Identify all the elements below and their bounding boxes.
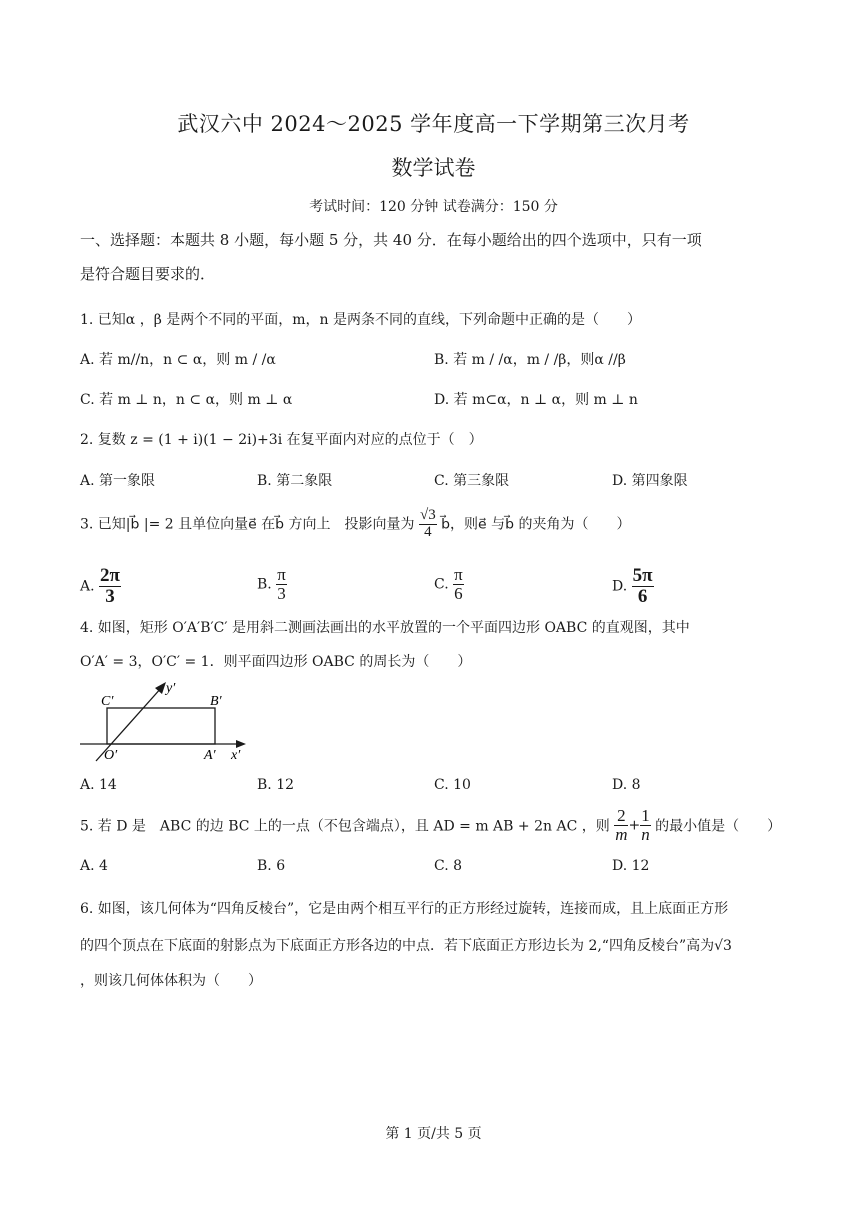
q3-a-num: 2π: [100, 565, 120, 586]
q3-d-num: 5π: [632, 565, 653, 586]
section1-intro-line1: 一、选择题：本题共 8 小题，每小题 5 分，共 40 分．在每小题给出的四个选项中，只有一项: [80, 231, 702, 249]
label-x: x′: [231, 748, 241, 763]
rectangle-oabc: [107, 708, 215, 744]
q2-option-d: D. 第四象限: [612, 473, 688, 489]
q3-stem-post: b⃗，则e⃗ 与b⃗ 的夹角为（ ）: [441, 516, 631, 533]
label-y: y′: [166, 681, 176, 696]
exam-subtitle: 数学试卷: [391, 156, 476, 180]
label-b: B′: [210, 694, 222, 709]
q4-option-b: B. 12: [257, 777, 295, 793]
q2-option-a: A. 第一象限: [80, 473, 156, 489]
q5-fraction-1: [614, 807, 628, 844]
q1-option-d: D. 若 m⊂α，n ⊥ α，则 m ⊥ n: [434, 392, 638, 408]
q4-stem-line2: O′A′ = 3，O′C′ = 1．则平面四边形 OABC 的周长为（ ）: [80, 654, 472, 670]
q3-option-a-fraction: [99, 566, 121, 607]
q3-frac-num: √3: [419, 507, 436, 523]
q5-fraction-2: [640, 807, 651, 844]
q3-option-d-label: D.: [612, 578, 628, 595]
q2-option-c: C. 第三象限: [434, 473, 510, 489]
q3-c-den: 6: [454, 583, 463, 603]
page-number: 第 1 页/共 5 页: [385, 1126, 482, 1142]
q4-option-c: C. 10: [434, 777, 471, 793]
q4-stem-line1: 4. 如图，矩形 O′A′B′C′ 是用斜二测画法画出的水平放置的一个平面四边形 OABC 的直观图，其中: [80, 620, 690, 636]
label-a: A′: [204, 748, 216, 763]
q3-projection-fraction: [419, 508, 437, 541]
q3-stem: [80, 508, 630, 541]
q5-f1-num: 2: [614, 807, 628, 826]
q5-option-b: B. 6: [257, 858, 286, 874]
q3-option-c-fraction: [453, 566, 464, 603]
exam-info: 考试时间：120 分钟 试卷满分：150 分: [309, 199, 558, 215]
q6-stem-line3: ，则该几何体体积为（ ）: [80, 973, 262, 989]
q3-option-d-fraction: [632, 566, 654, 607]
q5-plus: +: [628, 817, 641, 834]
q5-f2-den: n: [641, 824, 650, 844]
q5-option-d: D. 12: [612, 858, 650, 874]
q3-c-num: π: [454, 565, 463, 584]
q5-f2-num: 1: [641, 806, 650, 825]
x-axis-arrow: [236, 740, 246, 748]
q5-stem: [80, 807, 781, 844]
exam-title: 武汉六中 2024～2025 学年度高一下学期第三次月考: [177, 112, 690, 136]
q4-option-d: D. 8: [612, 777, 641, 793]
q3-option-b: [257, 566, 287, 603]
q5-stem-pre: 5. 若 D 是 ABC 的边 BC 上的一点（不包含端点），且 AD = m AB + 2n AC ，则: [80, 818, 610, 835]
q1-option-a: A. 若 m//n，n ⊂ α，则 m / /α: [80, 352, 276, 368]
q3-a-den: 3: [105, 585, 115, 607]
q6-stem-line2: 的四个顶点在下底面的射影点为下底面正方形各边的中点．若下底面正方形边长为 2,“四角反棱台”高为√3: [80, 938, 732, 954]
q1-option-b: B. 若 m / /α，m / /β，则α //β: [434, 352, 626, 368]
q1-stem: 1. 已知α ，β 是两个不同的平面，m，n 是两条不同的直线，下列命题中正确的是（ ）: [80, 312, 641, 328]
q3-option-d: [612, 566, 654, 607]
section1-intro-line2: 是符合题目要求的．: [80, 265, 216, 283]
q5-f1-den: m: [615, 824, 628, 844]
q2-option-b: B. 第二象限: [257, 473, 333, 489]
q4-oblique-figure: [76, 675, 256, 770]
q5-option-a: A. 4: [80, 858, 108, 874]
q5-stem-post: 的最小值是（ ）: [655, 818, 782, 835]
q3-b-num: π: [277, 565, 286, 584]
q3-frac-den: 4: [424, 523, 432, 540]
q2-stem: 2. 复数 z = (1 + i)(1 − 2i)+3i 在复平面内对应的点位于（ ）: [80, 432, 483, 448]
label-c: C′: [101, 694, 114, 709]
q3-b-den: 3: [277, 583, 286, 603]
q3-d-den: 6: [637, 585, 648, 607]
label-o: O′: [104, 748, 118, 763]
q1-option-c: C. 若 m ⊥ n，n ⊂ α，则 m ⊥ α: [80, 392, 293, 408]
q3-option-b-fraction: [276, 566, 287, 603]
q3-option-a-label: A.: [80, 578, 95, 595]
q6-stem-line1: 6. 如图，该几何体为“四角反棱台”，它是由两个相互平行的正方形经过旋转，连接而成，且上底面正方形: [80, 901, 729, 917]
q3-option-b-label: B.: [257, 576, 272, 593]
q5-option-c: C. 8: [434, 858, 463, 874]
q4-option-a: A. 14: [80, 777, 117, 793]
q3-option-c-label: C.: [434, 576, 449, 593]
q3-stem-pre: 3. 已知|b⃗ |= 2 且单位向量e⃗ 在b⃗ 方向上 投影向量为: [80, 516, 415, 533]
q3-option-a: [80, 566, 121, 607]
q3-option-c: [434, 566, 464, 603]
